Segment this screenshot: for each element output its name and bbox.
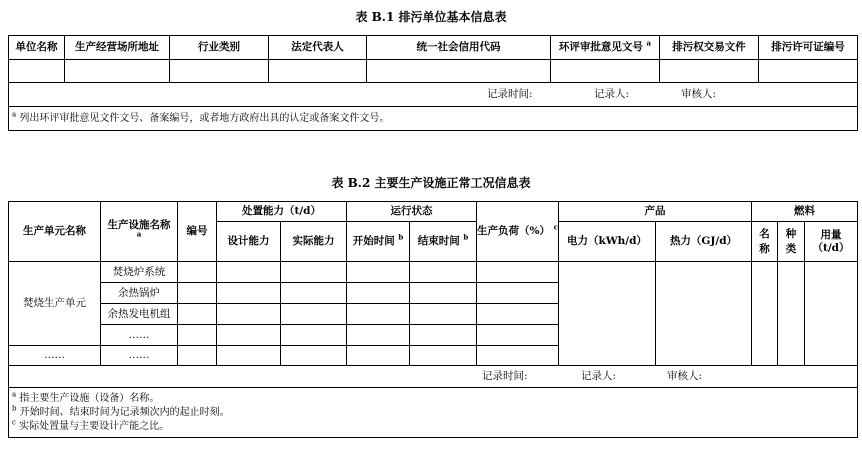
input-cell[interactable]	[281, 283, 347, 304]
recorder-label: 记录人:	[594, 88, 630, 100]
table-b2-title: 表 B.2 主要生产设施正常工况信息表	[331, 176, 531, 190]
col-credit-code: 统一社会信用代码	[367, 36, 551, 60]
input-cell[interactable]	[410, 262, 477, 283]
footnote-text: 列出环评审批意见文件文号、备案编号，或者地方政府出具的认定或备案文件文号。	[19, 112, 390, 124]
col-start-label: 开始时间	[352, 235, 395, 247]
facility-cell: 余热锅炉	[101, 283, 178, 304]
col-end-label: 结束时间	[417, 235, 460, 247]
facility-cell: 余热发电机组	[101, 304, 178, 325]
footnote-mark: a	[12, 110, 17, 119]
input-cell[interactable]	[347, 325, 410, 346]
footnote-line	[12, 406, 857, 420]
input-cell[interactable]	[367, 60, 551, 83]
input-cell[interactable]	[559, 262, 656, 366]
footnote-line	[12, 420, 857, 434]
col-actual-capacity: 实际能力	[281, 222, 347, 262]
reviewer-label: 审核人:	[681, 88, 717, 100]
input-cell[interactable]	[170, 60, 269, 83]
input-cell[interactable]	[759, 60, 858, 83]
footnote-row	[9, 388, 858, 438]
fuel-type-char: 种类	[785, 227, 797, 255]
input-cell[interactable]	[217, 304, 281, 325]
footnote-text: 指主要生产设施（设备）名称。	[19, 392, 160, 404]
input-cell[interactable]	[217, 325, 281, 346]
col-fuel-type	[778, 222, 805, 262]
record-row	[9, 366, 858, 388]
input-cell[interactable]	[178, 325, 217, 346]
col-fuel-amount: 用量（t/d）	[805, 222, 858, 262]
footnote-mark: c	[553, 222, 558, 232]
col-start-time	[347, 222, 410, 262]
footnote-row	[9, 107, 858, 131]
col-load	[477, 202, 559, 262]
table-header-row	[9, 202, 858, 222]
input-cell[interactable]	[477, 346, 559, 366]
unit-name-cell: ……	[9, 346, 101, 366]
footnote-mark: a	[12, 390, 17, 399]
facility-cell: 焚烧炉系统	[101, 262, 178, 283]
col-unit-name: 生产单元名称	[9, 202, 101, 262]
input-cell[interactable]	[805, 262, 858, 366]
input-cell[interactable]	[281, 304, 347, 325]
input-cell[interactable]	[410, 325, 477, 346]
input-cell[interactable]	[178, 262, 217, 283]
input-cell[interactable]	[477, 283, 559, 304]
col-permit-no: 排污许可证编号	[759, 36, 858, 60]
col-fuel-name	[752, 222, 778, 262]
recorder-label: 记录人:	[581, 370, 617, 382]
input-cell[interactable]	[178, 283, 217, 304]
input-cell[interactable]	[347, 262, 410, 283]
record-cell	[9, 83, 858, 107]
input-cell[interactable]	[410, 283, 477, 304]
input-cell[interactable]	[281, 262, 347, 283]
input-cell[interactable]	[410, 304, 477, 325]
input-cell[interactable]	[269, 60, 367, 83]
input-cell[interactable]	[477, 304, 559, 325]
record-time-label: 记录时间:	[487, 88, 533, 100]
col-unit-name: 单位名称	[9, 36, 65, 60]
col-industry: 行业类别	[170, 36, 269, 60]
col-eia-label: 环评审批意见文号	[558, 41, 643, 53]
col-status-group: 运行状态	[347, 202, 477, 222]
facility-condition-table	[8, 201, 858, 438]
col-heat: 热力（GJ/d）	[656, 222, 752, 262]
footnote-mark: b	[463, 232, 469, 242]
col-facility-name	[101, 202, 178, 262]
input-cell[interactable]	[281, 346, 347, 366]
facility-cell: ……	[101, 325, 178, 346]
unit-name-cell: 焚烧生产单元	[9, 262, 101, 346]
facility-cell: ……	[101, 346, 178, 366]
record-cell	[9, 366, 858, 388]
footnote-cell	[9, 388, 858, 438]
reviewer-label: 审核人:	[667, 370, 703, 382]
record-row	[9, 83, 858, 107]
input-cell[interactable]	[9, 60, 65, 83]
col-capacity-group: 处置能力（t/d）	[217, 202, 347, 222]
input-cell[interactable]	[217, 346, 281, 366]
input-cell[interactable]	[281, 325, 347, 346]
footnote-mark: b	[398, 232, 404, 242]
footnote-cell	[9, 107, 858, 131]
input-cell[interactable]	[551, 60, 660, 83]
col-address: 生产经营场所地址	[65, 36, 170, 60]
col-fuel-group: 燃料	[752, 202, 858, 222]
input-cell[interactable]	[65, 60, 170, 83]
col-end-time	[410, 222, 477, 262]
footnote-mark: c	[12, 418, 16, 427]
footnote-text: 开始时间、结束时间为记录频次内的起止时刻。	[19, 406, 230, 418]
col-trading-doc: 排污权交易文件	[660, 36, 759, 60]
input-cell[interactable]	[410, 346, 477, 366]
table-row	[9, 262, 858, 283]
input-cell[interactable]	[217, 262, 281, 283]
table-b1-title: 表 B.1 排污单位基本信息表	[355, 10, 507, 24]
table-row	[9, 60, 858, 83]
input-cell[interactable]	[477, 325, 559, 346]
input-cell[interactable]	[178, 346, 217, 366]
input-cell[interactable]	[178, 304, 217, 325]
col-legal-rep: 法定代表人	[269, 36, 367, 60]
input-cell[interactable]	[752, 262, 778, 366]
footnote-line	[12, 392, 857, 406]
basic-info-table	[8, 35, 858, 131]
input-cell[interactable]	[778, 262, 805, 366]
input-cell[interactable]	[217, 283, 281, 304]
input-cell[interactable]	[347, 304, 410, 325]
footnote-mark: a	[136, 229, 142, 238]
fuel-name-char: 名称	[759, 227, 770, 255]
footnote-mark: b	[12, 404, 17, 413]
col-product-group: 产品	[559, 202, 752, 222]
col-power: 电力（kWh/d）	[559, 222, 656, 262]
col-code: 编号	[178, 202, 217, 262]
footnote-text: 实际处置量与主要设计产能之比。	[19, 420, 170, 432]
col-load-label: 生产负荷（%）	[477, 225, 551, 237]
input-cell[interactable]	[347, 346, 410, 366]
col-eia-approval	[551, 36, 660, 60]
footnote-mark: a	[646, 38, 652, 48]
input-cell[interactable]	[656, 262, 752, 366]
col-design-capacity: 设计能力	[217, 222, 281, 262]
table-header-row	[9, 36, 858, 60]
input-cell[interactable]	[660, 60, 759, 83]
col-facility-label: 生产设施名称	[107, 218, 171, 231]
input-cell[interactable]	[477, 262, 559, 283]
record-time-label: 记录时间:	[482, 370, 528, 382]
input-cell[interactable]	[347, 283, 410, 304]
